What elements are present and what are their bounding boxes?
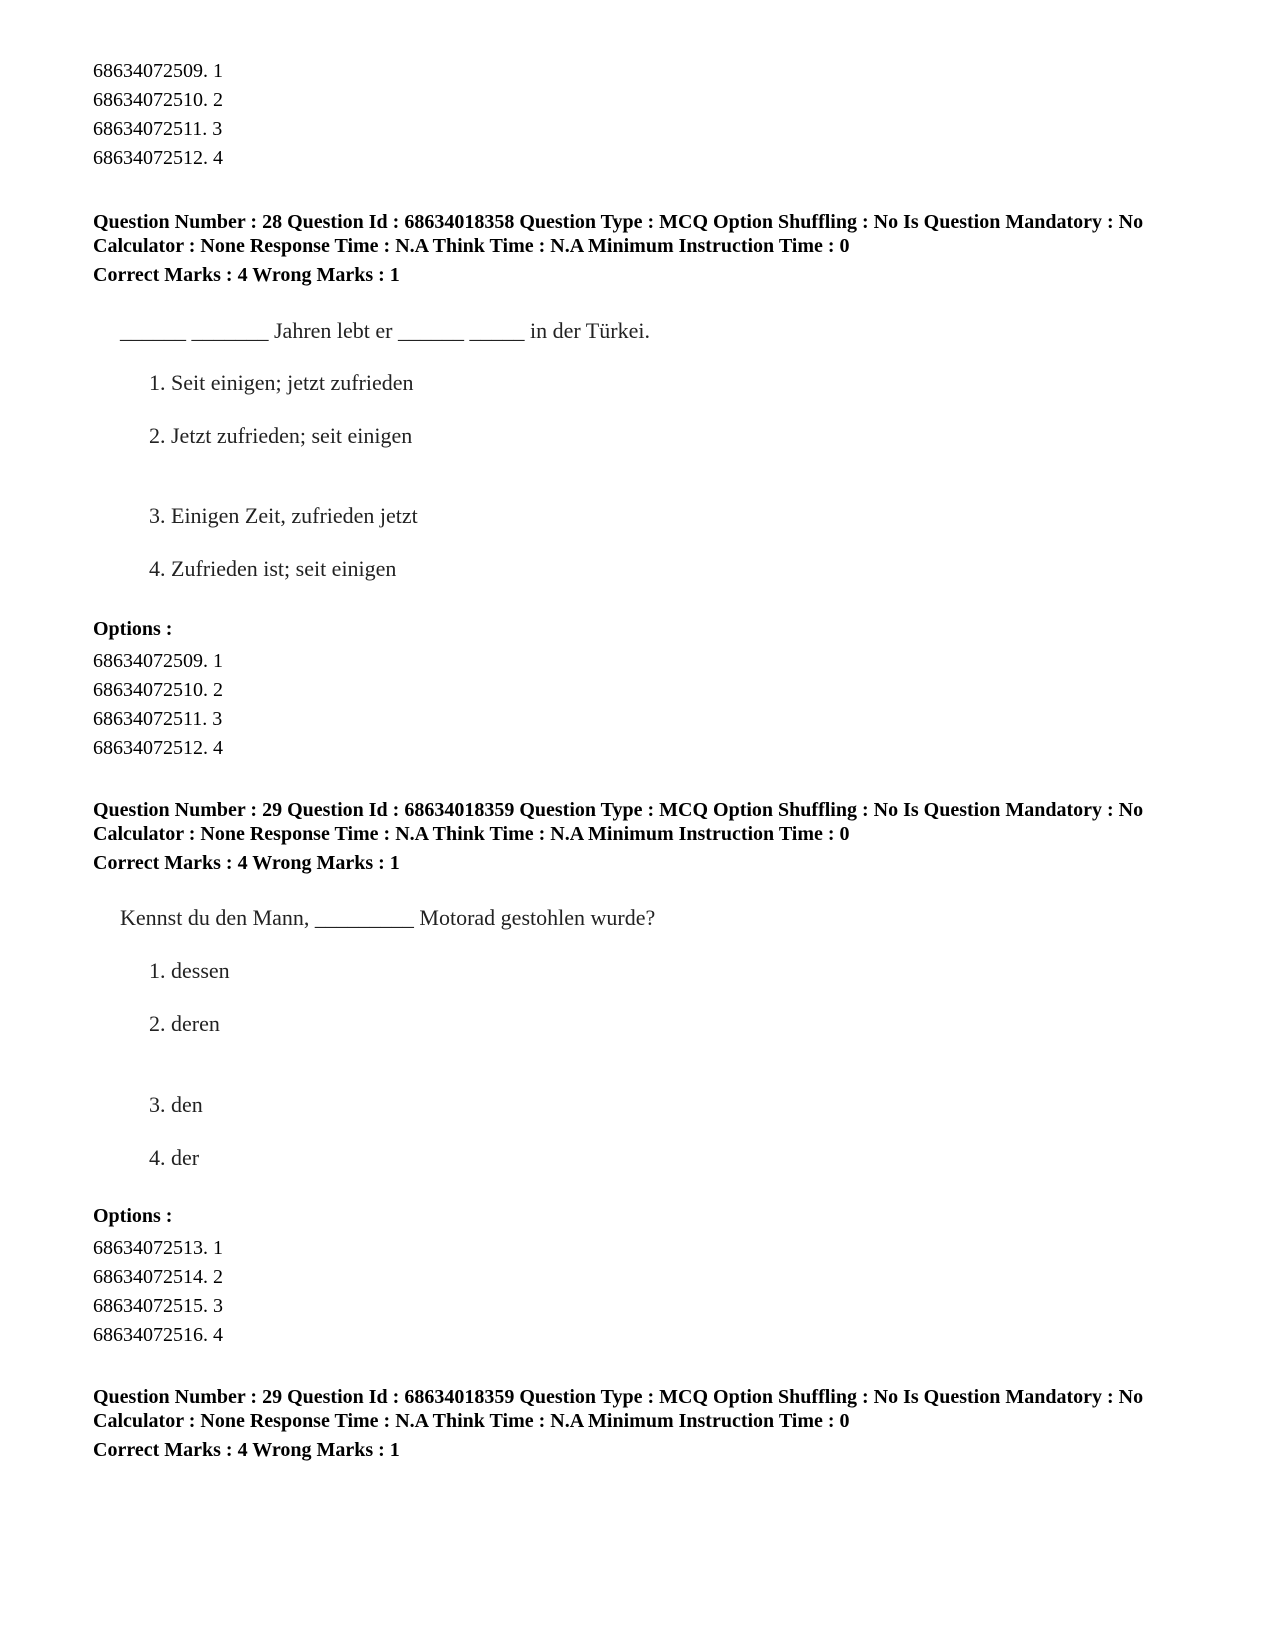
question-marks: Correct Marks : 4 Wrong Marks : 1 bbox=[93, 1439, 400, 1461]
question-29-stem: Kennst du den Mann, _________ Motorad gestohlen wurde? bbox=[120, 905, 656, 930]
question-marks: Correct Marks : 4 Wrong Marks : 1 bbox=[93, 852, 400, 874]
question-28-choice-4: 4. Zufrieden ist; seit einigen bbox=[149, 556, 397, 581]
question-29-options-label: Options : bbox=[93, 1205, 173, 1227]
option-line: 68634072510. 2 bbox=[93, 679, 223, 701]
question-28-choice-3: 3. Einigen Zeit, zufrieden jetzt bbox=[149, 503, 418, 528]
question-28-choice-1: 1. Seit einigen; jetzt zufrieden bbox=[149, 370, 414, 395]
question-29-choice-4: 4. der bbox=[149, 1145, 200, 1170]
question-29-choice-3: 3. den bbox=[149, 1092, 203, 1117]
option-line: 68634072515. 3 bbox=[93, 1295, 223, 1317]
question-marks: Correct Marks : 4 Wrong Marks : 1 bbox=[93, 264, 400, 286]
question-28-header bbox=[93, 210, 1213, 287]
option-line: 68634072516. 4 bbox=[93, 1324, 223, 1346]
option-line: 68634072511. 3 bbox=[93, 118, 223, 140]
question-28-options-list bbox=[93, 647, 223, 763]
question-29-header bbox=[93, 798, 1213, 875]
option-line: 68634072511. 3 bbox=[93, 708, 223, 730]
option-line: 68634072510. 2 bbox=[93, 89, 223, 111]
question-29-options-list bbox=[93, 1234, 223, 1350]
question-28-options-label: Options : bbox=[93, 618, 173, 640]
option-line: 68634072509. 1 bbox=[93, 60, 223, 82]
question-29-choice-2: 2. deren bbox=[149, 1011, 220, 1036]
question-28-stem: ______ _______ Jahren lebt er ______ _____ in der Türkei. bbox=[120, 318, 650, 343]
option-line: 68634072514. 2 bbox=[93, 1266, 223, 1288]
option-line: 68634072513. 1 bbox=[93, 1237, 223, 1259]
question-28-choice-2: 2. Jetzt zufrieden; seit einigen bbox=[149, 423, 413, 448]
question-29-choice-1: 1. dessen bbox=[149, 958, 230, 983]
question-meta: Question Number : 29 Question Id : 68634018359 Question Type : MCQ Option Shuffling : No Is Question Mandatory : No Calculator : None Response Time : N.A Think Time : N.A Minimum Instruction Time : 0 bbox=[93, 1386, 1144, 1432]
question-29-repeat-header bbox=[93, 1385, 1213, 1462]
question-meta: Question Number : 28 Question Id : 68634018358 Question Type : MCQ Option Shuffling : No Is Question Mandatory : No Calculator : None Response Time : N.A Think Time : N.A Minimum Instruction Time : 0 bbox=[93, 211, 1144, 257]
top-options-list bbox=[93, 57, 223, 173]
option-line: 68634072512. 4 bbox=[93, 737, 223, 759]
question-meta: Question Number : 29 Question Id : 68634018359 Question Type : MCQ Option Shuffling : No Is Question Mandatory : No Calculator : None Response Time : N.A Think Time : N.A Minimum Instruction Time : 0 bbox=[93, 799, 1144, 845]
option-line: 68634072512. 4 bbox=[93, 147, 223, 169]
option-line: 68634072509. 1 bbox=[93, 650, 223, 672]
